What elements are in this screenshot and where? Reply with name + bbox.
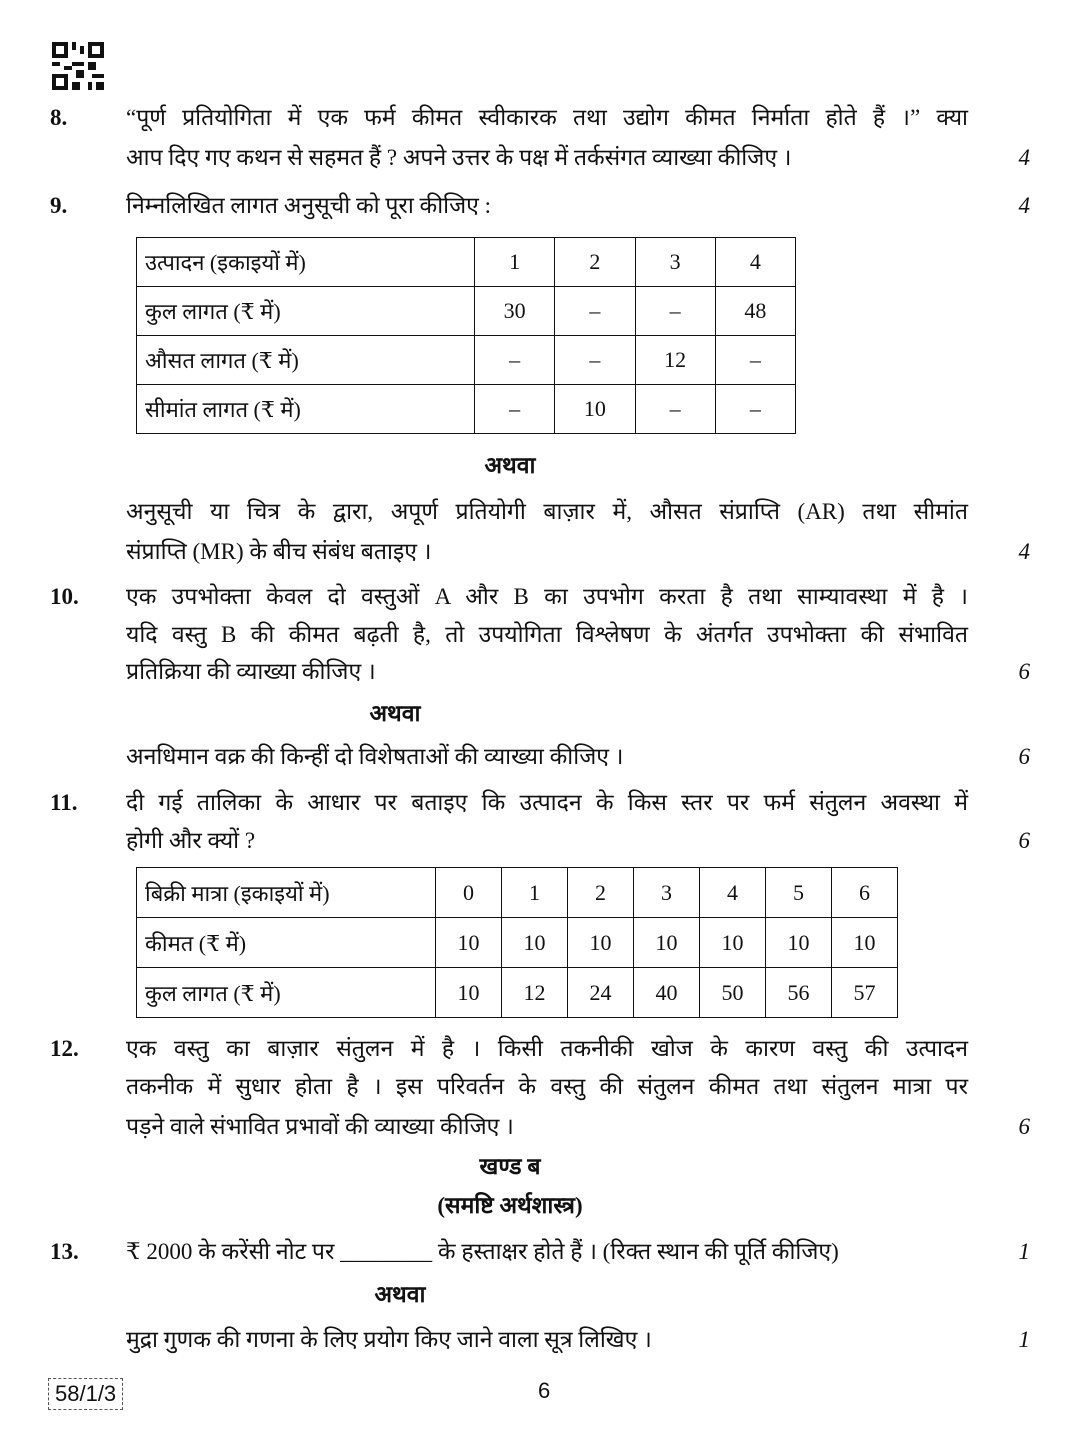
question-marks: 6 [1018,828,1030,853]
table-cell: 5 [766,868,832,918]
row-label: कुल लागत (₹ में) [137,287,475,336]
question-number: 11. [50,790,78,815]
question-9-alt-line: संप्राप्ति (MR) के बीच संबंध बताइए । [126,539,432,564]
table-cell: 24 [568,968,634,1018]
table-row [137,968,898,1018]
table-cell: 1 [475,238,555,287]
row-label: बिक्री मात्रा (इकाइयों में) [137,868,436,918]
table-cell: 40 [634,968,700,1018]
question-number: 9. [50,193,68,218]
table-row [137,238,796,287]
section-subtitle: (समष्टि अर्थशास्त्र) [437,1193,583,1218]
table-row [137,336,796,385]
question-9-alt-line: अनुसूची या चित्र के द्वारा, अपूर्ण प्रतियोगी बाज़ार में, औसत संप्राप्ति (AR) तथा सीमांत [126,499,968,524]
table-cell: – [715,385,795,434]
question-marks: 4 [1018,539,1030,564]
table-cell: 10 [832,918,898,968]
table-cell: 30 [475,287,555,336]
qr-code-icon [52,42,104,90]
question-marks: 6 [1018,744,1030,769]
question-number: 13. [50,1239,79,1264]
question-13-alt-line: मुद्रा गुणक की गणना के लिए प्रयोग किए जाने वाला सूत्र लिखिए । [126,1327,652,1352]
question-9-line: निम्नलिखित लागत अनुसूची को पूरा कीजिए : [126,193,492,218]
table-cell: 12 [502,968,568,1018]
row-label: सीमांत लागत (₹ में) [137,385,475,434]
table-row [137,868,898,918]
paper-code: 58/1/3 [48,1378,123,1410]
table-cell: 0 [436,868,502,918]
table-cell: – [635,287,715,336]
or-label: अथवा [369,701,421,726]
table-cell: – [475,336,555,385]
question-11-line: होगी और क्यों ? [126,828,256,853]
question-13-line: ₹ 2000 के करेंसी नोट पर ________ के हस्ताक्षर होते हैं । (रिक्त स्थान की पूर्ति कीजिए) [126,1239,839,1264]
table-cell: 10 [700,918,766,968]
table-cell: – [475,385,555,434]
or-label: अथवा [484,453,536,478]
table-cell: 1 [502,868,568,918]
table-row [137,918,898,968]
table-cell: – [635,385,715,434]
question-marks: 1 [1018,1239,1030,1264]
question-marks: 6 [1018,659,1030,684]
sales-cost-table [136,867,898,1018]
table-cell: 10 [634,918,700,968]
table-cell: 56 [766,968,832,1018]
table-cell: 4 [700,868,766,918]
cost-schedule-table [136,237,796,434]
table-cell: 10 [555,385,635,434]
question-marks: 1 [1018,1327,1030,1352]
table-cell: – [555,336,635,385]
table-cell: 2 [555,238,635,287]
table-cell: 57 [832,968,898,1018]
question-number: 12. [50,1036,79,1061]
question-marks: 4 [1018,145,1030,170]
table-cell: 48 [715,287,795,336]
table-cell: 10 [502,918,568,968]
table-cell: 3 [635,238,715,287]
question-10-alt-line: अनधिमान वक्र की किन्हीं दो विशेषताओं की व्याख्या कीजिए । [126,744,624,769]
table-cell: – [715,336,795,385]
row-label: कीमत (₹ में) [137,918,436,968]
question-10-line: यदि वस्तु B की कीमत बढ़ती है, तो उपयोगिता विश्लेषण के अंतर्गत उपभोक्ता की संभावित [126,622,968,647]
question-12-line: एक वस्तु का बाज़ार संतुलन में है । किसी तकनीकी खोज के कारण वस्तु की उत्पादन [126,1036,968,1061]
table-cell: 10 [436,918,502,968]
question-8-line: आप दिए गए कथन से सहमत हैं ? अपने उत्तर के पक्ष में तर्कसंगत व्याख्या कीजिए । [126,145,792,170]
question-11-line: दी गई तालिका के आधार पर बताइए कि उत्पादन के किस स्तर पर फर्म संतुलन अवस्था में [126,790,968,815]
question-marks: 6 [1018,1114,1030,1139]
question-10-line: प्रतिक्रिया की व्याख्या कीजिए । [126,659,376,684]
question-marks: 4 [1018,193,1030,218]
row-label: औसत लागत (₹ में) [137,336,475,385]
question-12-line: तकनीक में सुधार होता है । इस परिवर्तन के वस्तु की संतुलन कीमत तथा संतुलन मात्रा पर [126,1074,968,1099]
question-number: 8. [50,105,68,130]
table-cell: 10 [436,968,502,1018]
question-8-line: “पूर्ण प्रतियोगिता में एक फर्म कीमत स्वीकारक तथा उद्योग कीमत निर्माता होते हैं ।” क्या [126,105,968,130]
question-12-line: पड़ने वाले संभावित प्रभावों की व्याख्या कीजिए । [126,1114,514,1139]
table-cell: – [555,287,635,336]
row-label: उत्पादन (इकाइयों में) [137,238,475,287]
section-title: खण्ड ब [479,1154,541,1179]
table-cell: 12 [635,336,715,385]
table-cell: 10 [766,918,832,968]
table-cell: 2 [568,868,634,918]
table-cell: 50 [700,968,766,1018]
table-row [137,385,796,434]
table-row [137,287,796,336]
question-number: 10. [50,584,79,609]
table-cell: 10 [568,918,634,968]
table-cell: 3 [634,868,700,918]
row-label: कुल लागत (₹ में) [137,968,436,1018]
or-label: अथवा [374,1282,426,1307]
table-cell: 4 [715,238,795,287]
page-number: 6 [538,1378,551,1403]
question-10-line: एक उपभोक्ता केवल दो वस्तुओं A और B का उपभोग करता है तथा साम्यावस्था में है । [126,584,968,609]
table-cell: 6 [832,868,898,918]
